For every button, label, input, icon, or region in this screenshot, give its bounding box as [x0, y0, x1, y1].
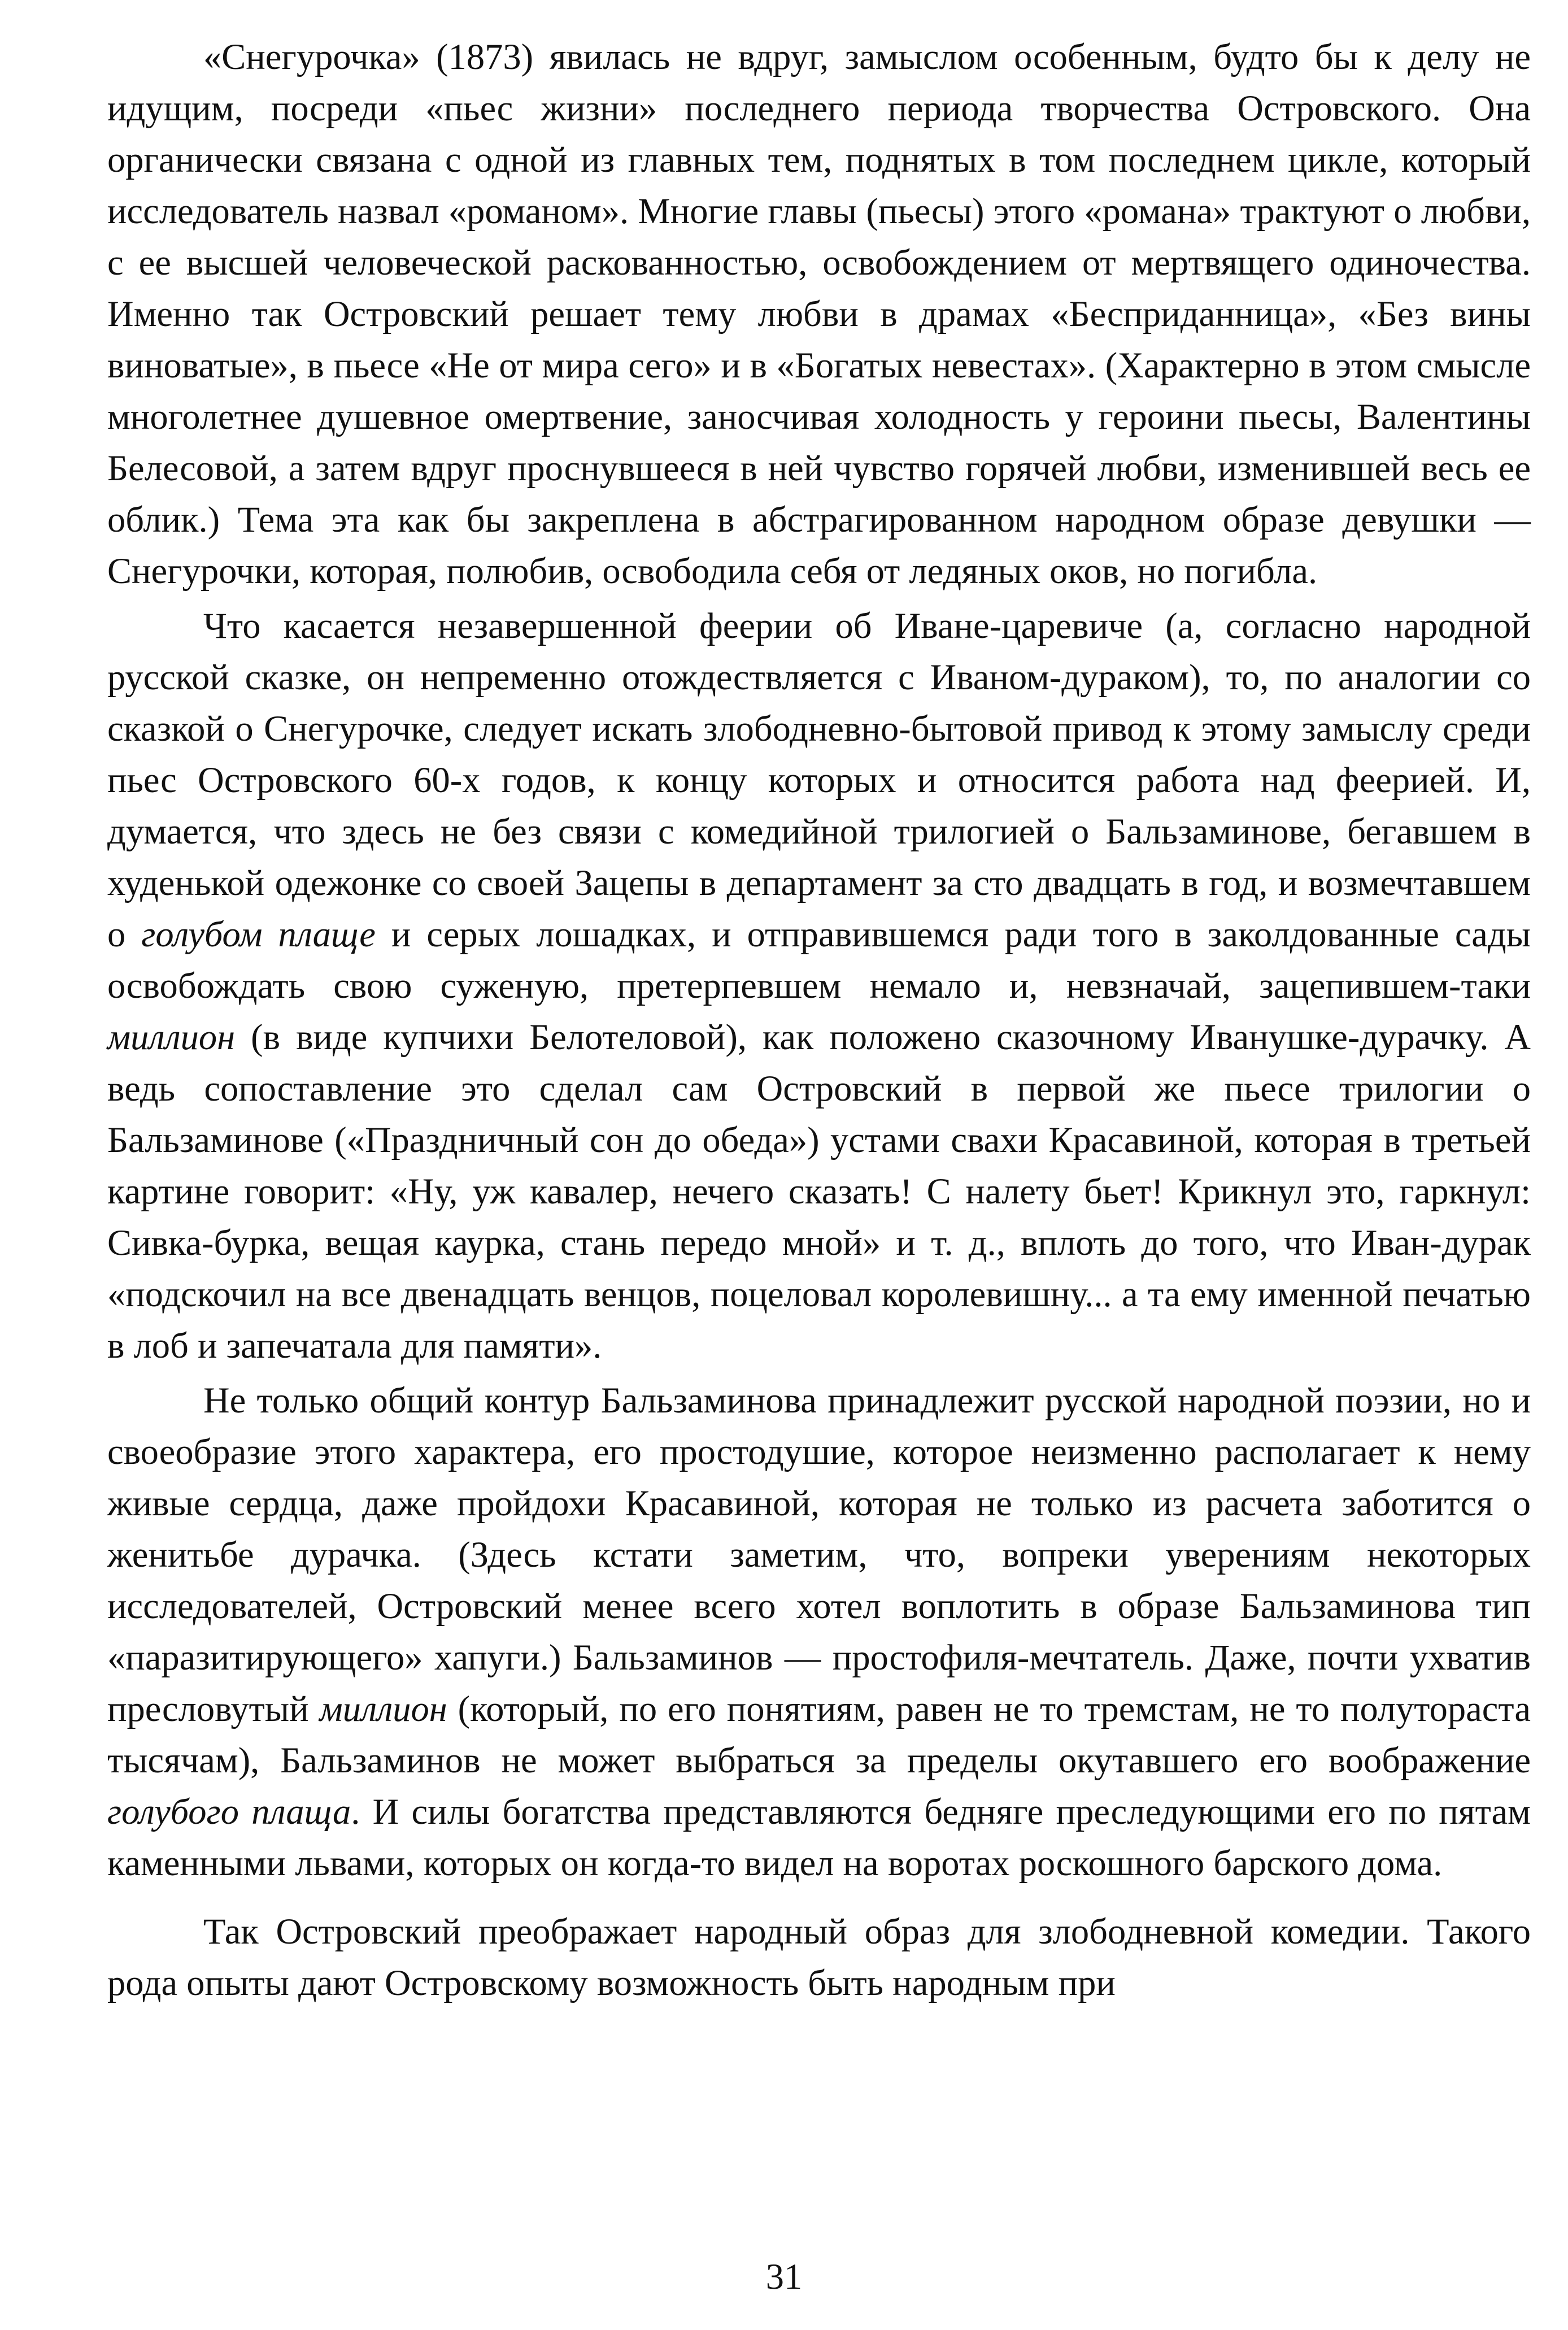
paragraph-3 [107, 1375, 1531, 1889]
paragraph-4 [107, 1906, 1531, 2009]
italic-phrase-golubom-plashche: голубом плаще [141, 914, 376, 954]
paragraph-3-text-b: (который, по его понятиям, равен не то тремстам, не то полутораста тысячам), Бальзаминов не может выбраться за пределы окутавшего его воображение [107, 1689, 1531, 1780]
paragraph-2 [107, 600, 1531, 1371]
paragraph-1-text: «Снегурочка» (1873) явилась не вдруг, замыслом особенным, будто бы к делу не идущим, посреди «пьес жизни» последнего периода творчества Островского. Она органически связана с одной из главных тем, поднятых в том последнем цикле, который исследователь назвал «романом». Многие главы (пьесы) этого «романа» трактуют о любви, с ее высшей человеческой раскованностью, освобождением от мертвящего одиночества. Именно так Островский решает тему любви в драмах «Бесприданница», «Без вины виноватые», в пьесе «Не от мира сего» и в «Богатых невестах». (Характерно в этом смысле многолетнее душевное омертвение, заносчивая холодность у героини пьесы, Валентины Белесовой, а затем вдруг проснувшееся в ней чувство горячей любви, изменившей весь ее облик.) Тема эта как бы закреплена в абстрагированном народном образе девушки — Снегурочки, которая, полюбив, освободила себя от ледяных оков, но погибла. [107, 37, 1531, 591]
paragraph-2-text-c: (в виде купчихи Белотеловой), как положено сказочному Иванушке-дурачку. А ведь сопоставление это сделал сам Островский в первой же пьесе трилогии о Бальзаминове («Праздничный сон до обеда») устами свахи Красавиной, которая в третьей картине говорит: «Ну, уж кавалер, нечего сказать! С налету бьет! Крикнул это, гаркнул: Сивка-бурка, вещая каурка, стань передо мной» и т. д., вплоть до того, что Иван-дурак «подскочил на все двенадцать венцов, поцеловал королевишну... а та ему именной печатью в лоб и запечатала для памяти». [107, 1017, 1531, 1366]
italic-phrase-golubogo-plashcha: голубого плаща [107, 1792, 351, 1832]
paragraph-4-text: Так Островский преображает народный образ для злободневной комедии. Такого рода опыты дают Островскому возможность быть народным при [107, 1911, 1531, 2003]
paragraph-2-text-b: и серых лошадках, и отправившемся ради того в заколдованные сады освобождать свою суженую, претерпевшем немало и, невзначай, зацепившем-таки [107, 914, 1531, 1006]
italic-word-million: миллион [107, 1017, 236, 1057]
paragraph-1 [107, 31, 1531, 597]
paragraph-2-text-a: Что касается незавершенной феерии об Иване-царевиче (а, согласно народной русской сказке, он непременно отождествляется с Иваном-дураком), то, по аналогии со сказкой о Снегурочке, следует искать злободневно-бытовой привод к этому замыслу среди пьес Островского 60-х годов, к концу которых и относится работа над феерией. И, думается, что здесь не без связи с комедийной трилогией о Бальзаминове, бегавшем в худенькой одежонке со своей Зацепы в департамент за сто двадцать в год, и возмечтавшем о [107, 606, 1531, 954]
paragraph-3-text-a: Не только общий контур Бальзаминова принадлежит русской народной поэзии, но и своеобразие этого характера, его простодушие, которое неизменно располагает к нему живые сердца, даже пройдохи Красавиной, которая не только из расчета заботится о женитьбе дурачка. (Здесь кстати заметим, что, вопреки уверениям некоторых исследователей, Островский менее всего хотел воплотить в образе Бальзаминова тип «паразитирующего» хапуги.) Бальзаминов — простофиля-мечтатель. Даже, почти ухватив пресловутый [107, 1380, 1531, 1729]
book-page-text [107, 31, 1531, 2012]
italic-word-million: миллион [319, 1689, 447, 1729]
page-number: 31 [765, 2257, 803, 2297]
paragraph-3-text-c: . И силы богатства представляются бедняге преследующими его по пятам каменными львами, которых он когда-то видел на воротах роскошного барского дома. [107, 1792, 1531, 1883]
